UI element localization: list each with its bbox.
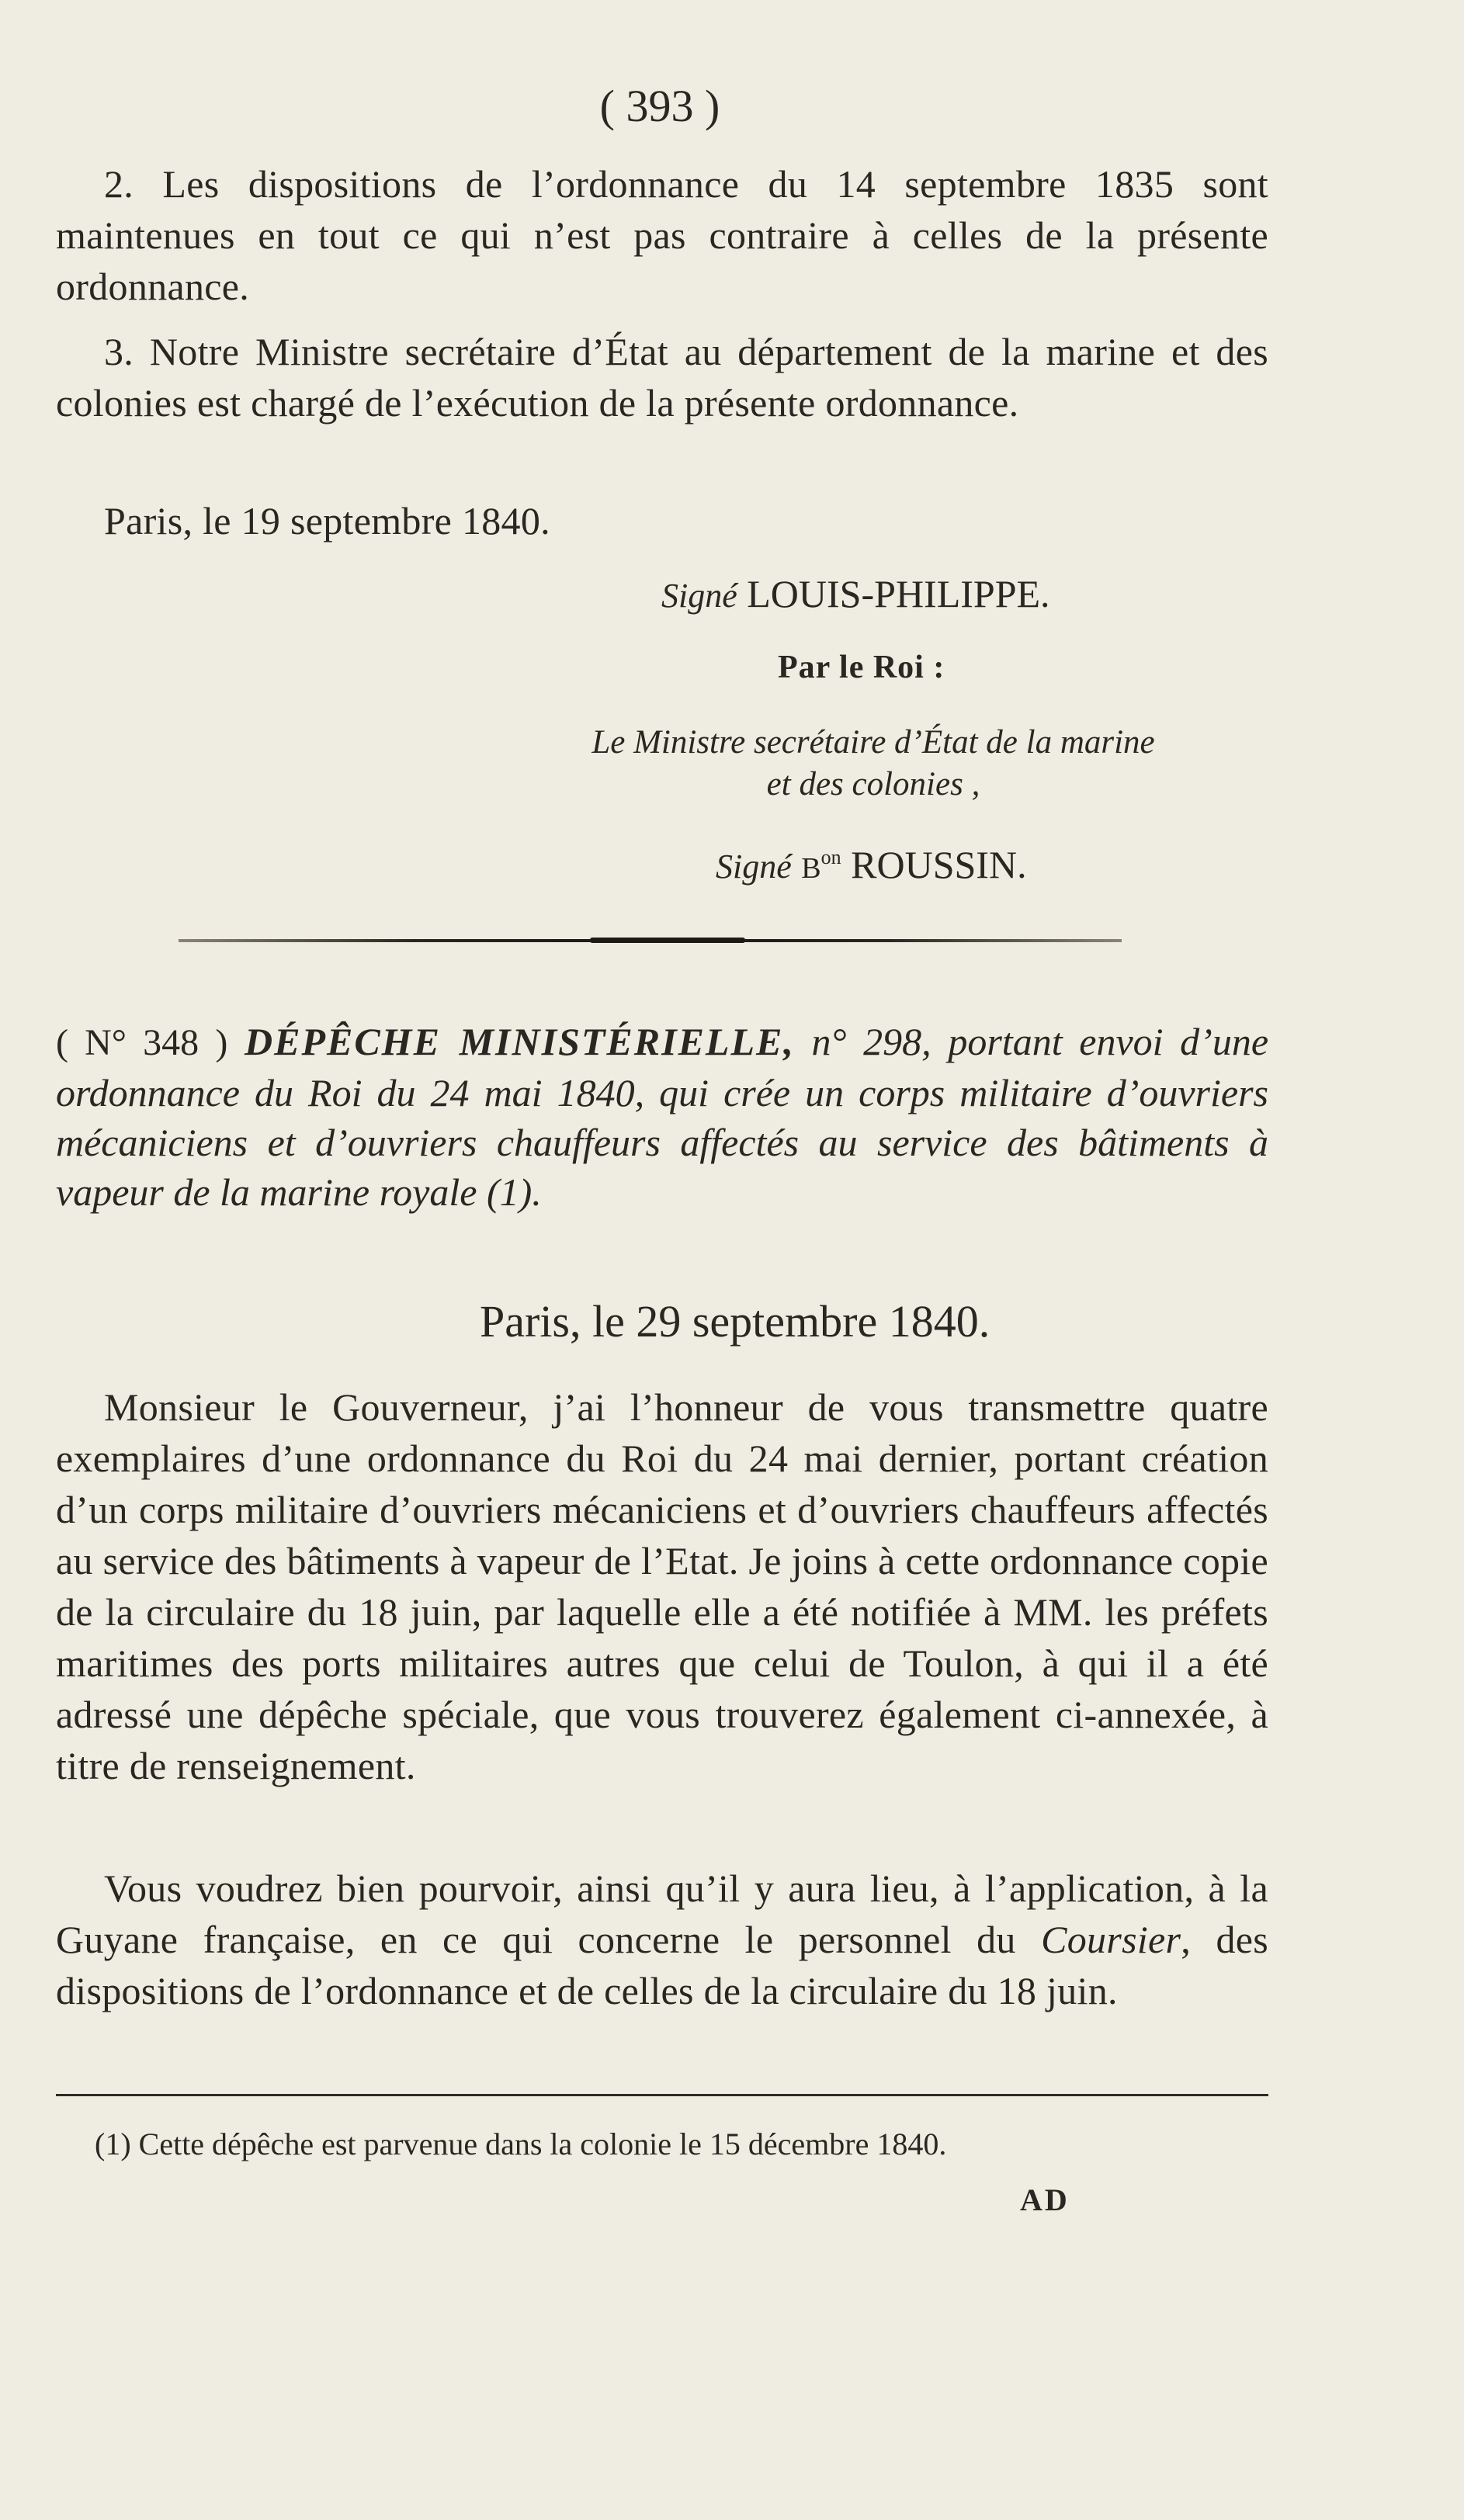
signe-label: Signé [716,848,792,886]
minister-name: ROUSSIN. [851,843,1027,886]
ship-name: Coursier [1041,1918,1181,1961]
minister-title [481,722,1265,806]
paragraph-2-end: , des dispositions de l’ordonnance et de celles de la circulaire du 18 juin. [56,1918,1268,2012]
dateline-2: Paris, le 29 septembre 1840. [480,1296,990,1347]
minister-title-line-1: Le Ministre secrétaire d’État de la marine [591,724,1155,761]
body-paragraph-2 [56,1863,1268,2016]
signe-label: Signé [661,577,737,615]
dispatch-title: DÉPÊCHE MINISTÉRIELLE, [244,1020,795,1063]
baron-abbreviation-sup: on [820,846,841,868]
body-paragraph-1: Monsieur le Gouverneur, j’ai l’honneur de vous transmettre quatre exemplaires d’une ordonnance du Roi du 24 mai dernier, portant création d’un corps militaire d’ouvriers mécaniciens et d’ouvriers chauffeurs affectés au service des bâtiments à vapeur de l’Etat. Je joins à cette ordonnance copie de la circulaire du 18 juin, par laquelle elle a été notifiée à MM. les préfets maritimes des ports militaires autres que celui de Toulon, à qui il a été adressé une dépêche spéciale, que vous trouverez également ci-annexée, à titre de renseignement. [56,1385,1268,1787]
article-3: 3. Notre Ministre secrétaire d’État au département de la marine et des colonies est chargé de l’exécution de la présente ordonnance. [56,330,1268,425]
king-signature [661,570,1050,619]
page-number: ( 393 ) [599,81,720,131]
minister-title-line-2: et des colonies , [766,766,980,802]
signature-mark: AD [1020,2182,1070,2217]
footnote: (1) Cette dépêche est parvenue dans la colonie le 15 décembre 1840. [95,2127,947,2161]
dispatch-number: ( N° 348 ) [56,1022,228,1063]
par-le-roi: Par le Roi : [778,650,945,685]
king-name: LOUIS-PHILIPPE. [747,572,1050,615]
baron-abbreviation: B [801,852,821,885]
dispatch-subtitle: n° 298, portant envoi d’une ordonnance du Roi du 24 mai 1840, qui crée un corps militaire d’ouvriers mécaniciens et d’ouvriers chauffeurs affectés au service des bâtiments à vapeur de la marine royale (1). [56,1020,1269,1214]
dispatch-heading [56,1017,1268,1217]
dateline-1: Paris, le 19 septembre 1840. [104,499,550,542]
article-2: 2. Les dispositions de l’ordonnance du 14 septembre 1835 sont maintenues en tout ce qui n’est pas contraire à celles de la présente ordonnance. [56,162,1268,308]
paragraph-2-start: Vous voudrez bien pourvoir, ainsi qu’il y aura lieu, à l’application, à la Guyane française, en ce qui concerne le personnel du [56,1867,1268,1961]
footnote-divider [56,2094,1268,2096]
minister-signature [716,834,1027,892]
section-divider [179,939,1122,942]
